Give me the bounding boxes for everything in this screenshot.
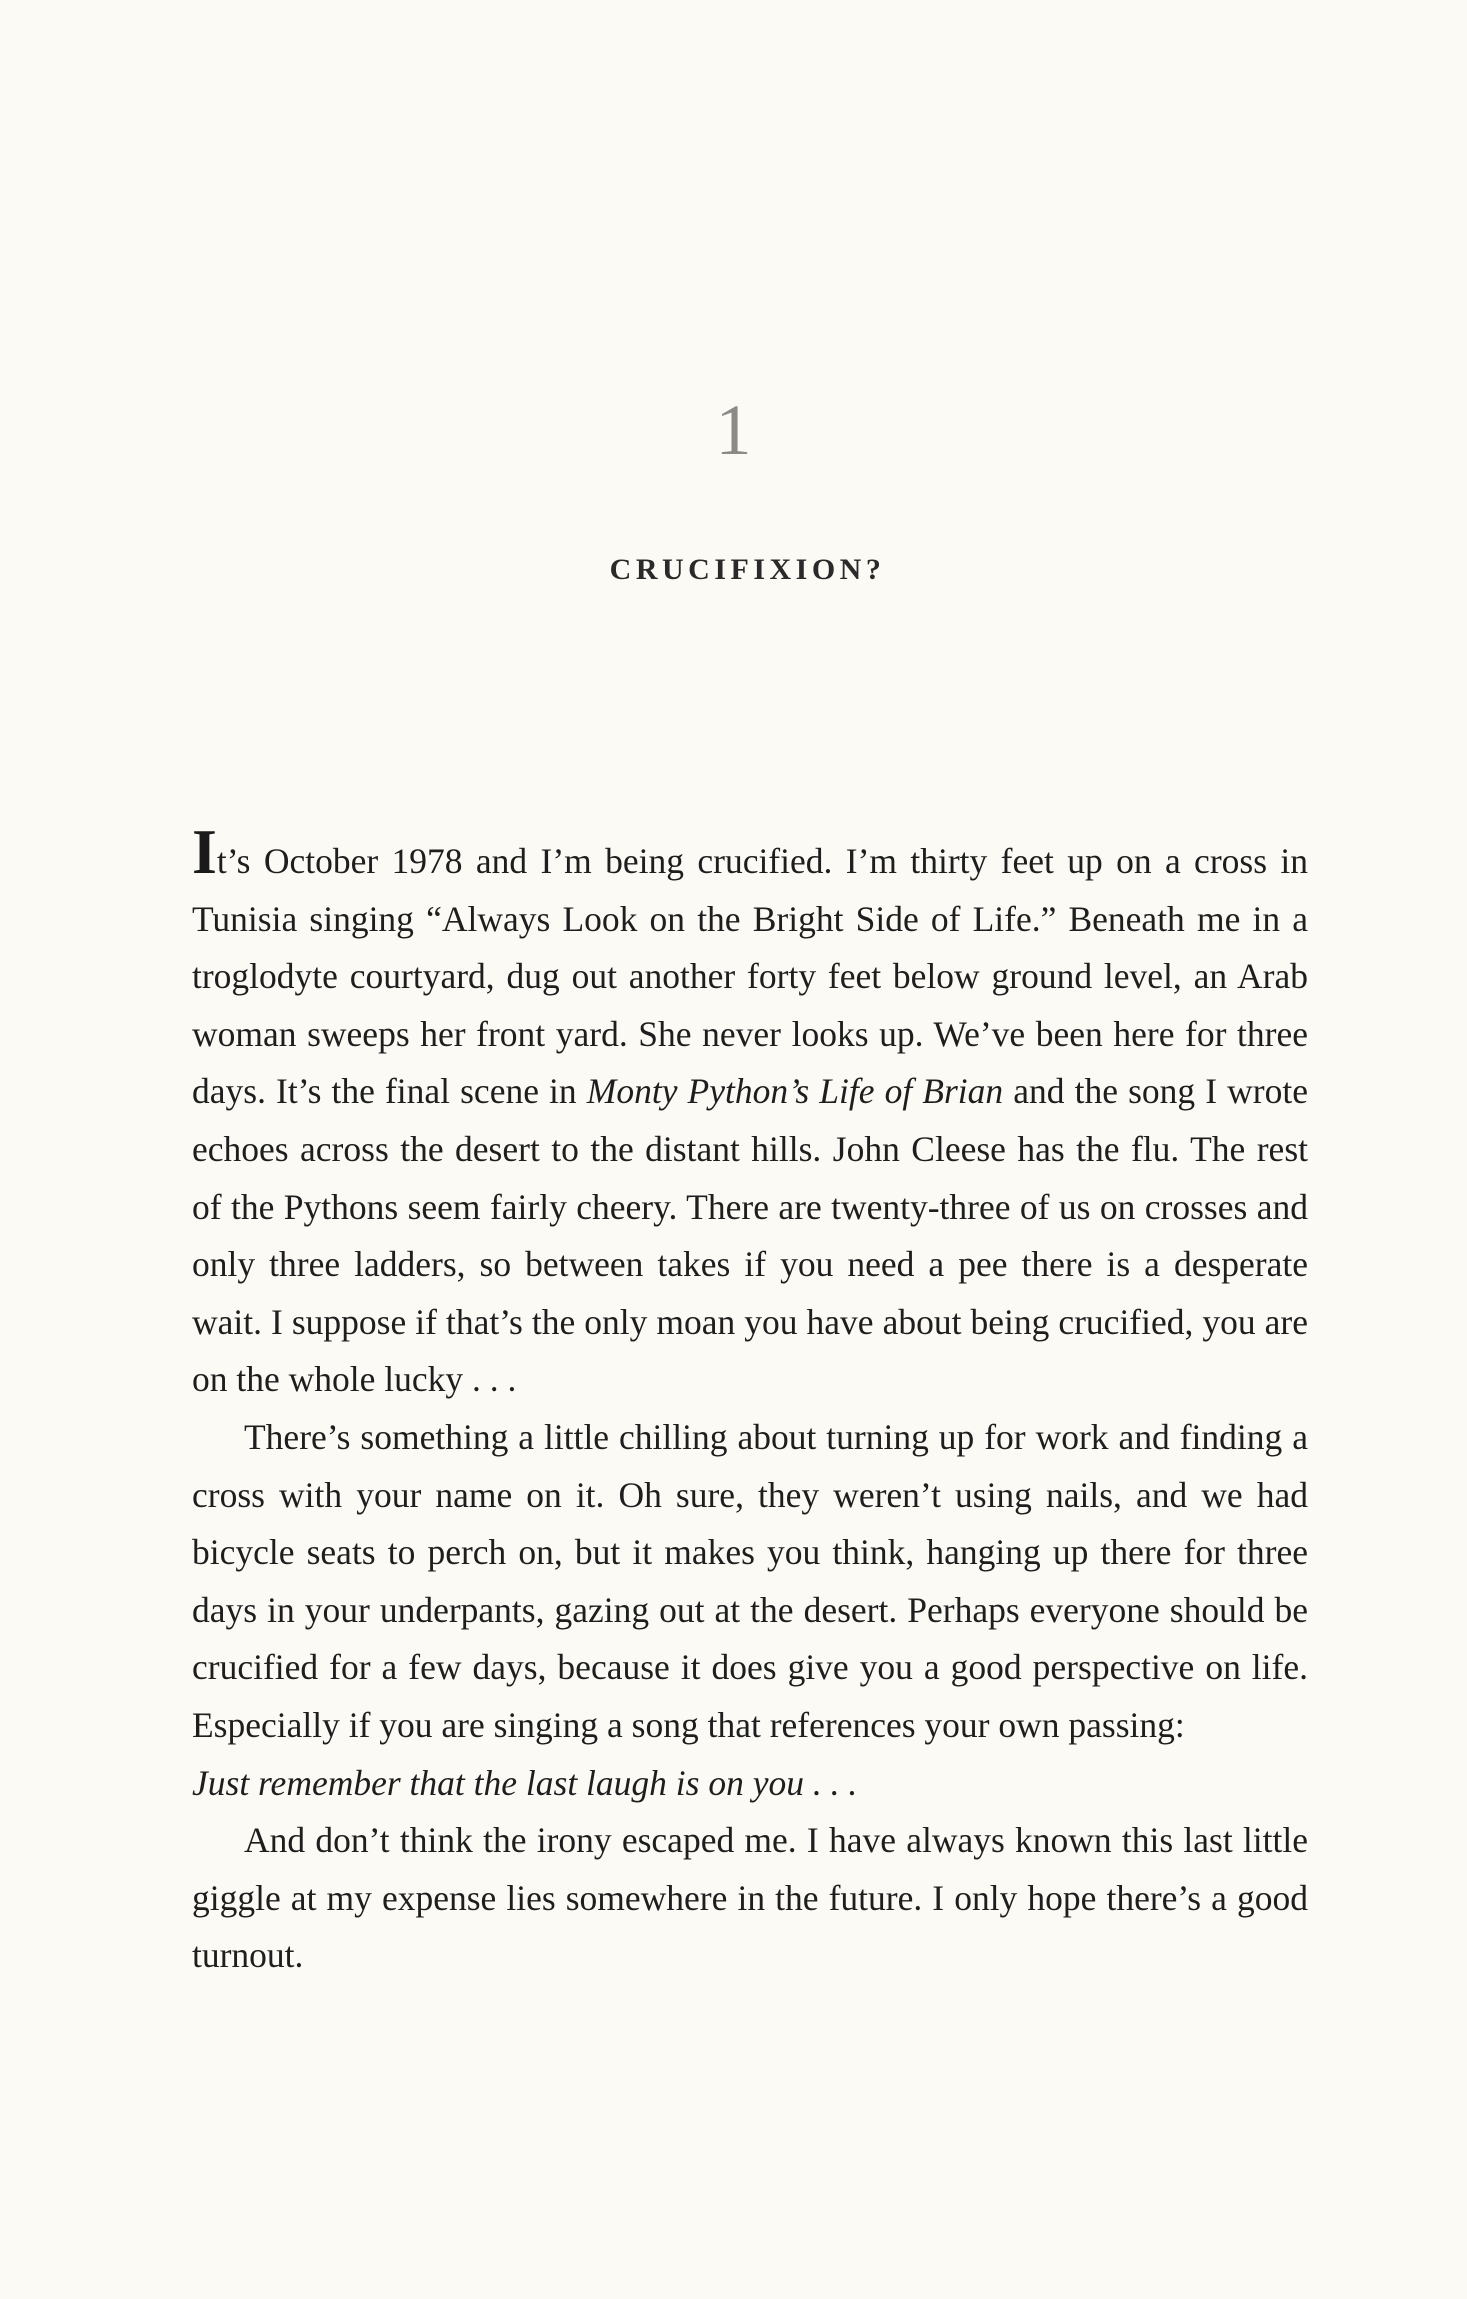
song-lyric-quote: Just remember that the last laugh is on you . . . bbox=[192, 1762, 858, 1803]
closing-paragraph: And don’t think the irony escaped me. I have always known this last little giggle at my expense lies somewhere in the future. I only hope there’s a good turnout. bbox=[192, 1820, 1308, 1976]
drop-cap: I bbox=[192, 816, 217, 887]
film-title: Monty Python’s Life of Brian bbox=[586, 1071, 1004, 1112]
opening-paragraph-text-a: t’s October 1978 and I’m being crucified. I’m thirty feet up on a cross in Tunisia singing “Always Look on the Bright Side of Life.” Beneath me in a troglodyte courtyard, dug out another forty feet below ground level, an Arab woman sweeps her front yard. She never looks up. We’ve been here for three days. It’s the final scene in bbox=[192, 841, 1308, 1112]
second-paragraph: There’s something a little chilling about turning up for work and finding a cross with your name on it. Oh sure, they weren’t using nails, and we had bicycle seats to perch on, but it makes you think, hanging up there for three days in your underpants, gazing out at the desert. Perhaps everyone should be crucified for a few days, because it does give you a good perspective on life. Especially if you are singing a song that references your own passing: bbox=[192, 1416, 1308, 1745]
chapter-body bbox=[192, 816, 1308, 1985]
opening-paragraph bbox=[192, 816, 1308, 1409]
chapter-number: 1 bbox=[715, 390, 752, 470]
chapter-title: CRUCIFIXION? bbox=[609, 553, 886, 586]
opening-paragraph-text-b: and the song I wrote echoes across the desert to the distant hills. John Cleese has the flu. The rest of the Pythons seem fairly cheery. There are twenty-three of us on crosses and only three ladders, so between takes if you need a pee there is a desperate wait. I suppose if that’s the only moan you have about being crucified, you are on the whole lucky . . . bbox=[192, 1071, 1308, 1400]
